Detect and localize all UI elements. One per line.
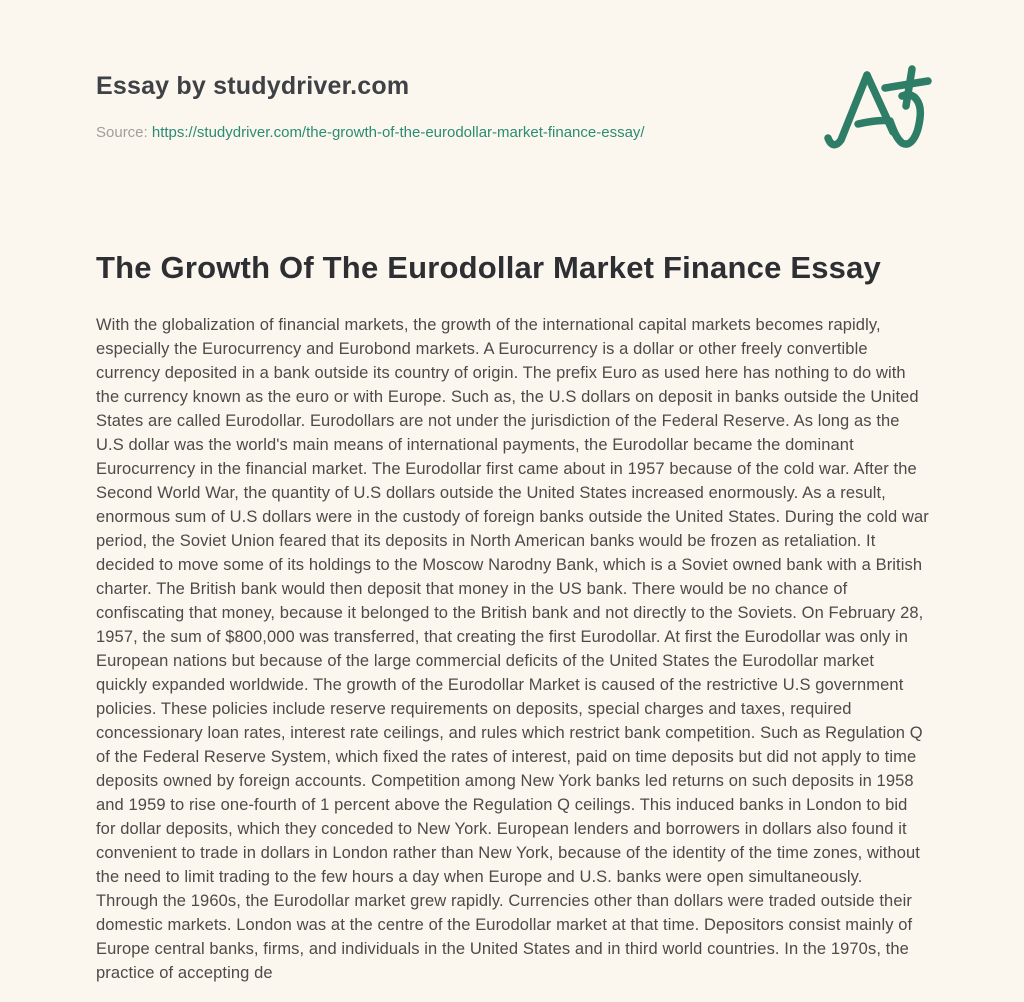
source-line	[96, 124, 645, 141]
essay-title: The Growth Of The Eurodollar Market Finance Essay	[96, 250, 881, 285]
studydriver-a-plus-logo	[815, 58, 945, 168]
source-label: Source:	[96, 124, 148, 141]
page-heading: Essay by studydriver.com	[96, 72, 410, 100]
source-link[interactable]: https://studydriver.com/the-growth-of-the-eurodollar-market-finance-essay/	[151, 124, 645, 141]
essay-body-text: With the globalization of financial markets, the growth of the international capital markets becomes rapidly, especially the Eurocurrency and Eurobond markets. A Eurocurrency is a dollar or other freely convertible currency deposited in a bank outside its country of origin. The prefix Euro as used here has nothing to do with the currency known as the euro or with Europe. Such as, the U.S dollars on deposit in banks outside the United States are called Eurodollar. Eurodollars are not under the jurisdiction of the Federal Reserve. As long as the U.S dollar was the world's main means of international payments, the Eurodollar became the dominant Eurocurrency in the financial market. The Eurodollar first came about in 1957 because of the cold war. After the Second World War, the quantity of U.S dollars outside the United States increased enormously. As a result, enormous sum of U.S dollars were in the custody of foreign banks outside the United States. During the cold war period, the Soviet Union feared that its deposits in North American banks would be frozen as retaliation. It decided to move some of its holdings to the Moscow Narodny Bank, which is a Soviet owned bank with a British charter. The British bank would then deposit that money in the US bank. There would be no chance of confiscating that money, because it belonged to the British bank and not directly to the Soviets. On February 28, 1957, the sum of $800,000 was transferred, that creating the first Eurodollar. At first the Eurodollar was only in European nations but because of the large commercial deficits of the United States the Eurodollar market quickly expanded worldwide. The growth of the Eurodollar Market is caused of the restrictive U.S government policies. These policies include reserve requirements on deposits, special charges and taxes, required concessionary loan rates, interest rate ceilings, and rules which restrict bank competition. Such as Regulation Q of the Federal Reserve System, which fixed the rates of interest, paid on time deposits but did not apply to time deposits owned by foreign accounts. Competition among New York banks led returns on such deposits in 1958 and 1959 to rise one-fourth of 1 percent above the Regulation Q ceilings. This induced banks in London to bid for dollar deposits, which they conceded to New York. European lenders and borrowers in dollars also found it convenient to trade in dollars in London rather than New York, because of the identity of the time zones, without the need to limit trading to the few hours a day when Europe and U.S. banks were open simultaneously. Through the 1960s, the Eurodollar market grew rapidly. Currencies other than dollars were traded outside their domestic markets. London was at the centre of the Eurodollar market at that time. Depositors consist mainly of Europe central banks, firms, and individuals in the United States and in third world countries. In the 1970s, the practice of accepting de	[96, 316, 929, 982]
a-plus-logo-icon	[815, 58, 945, 168]
